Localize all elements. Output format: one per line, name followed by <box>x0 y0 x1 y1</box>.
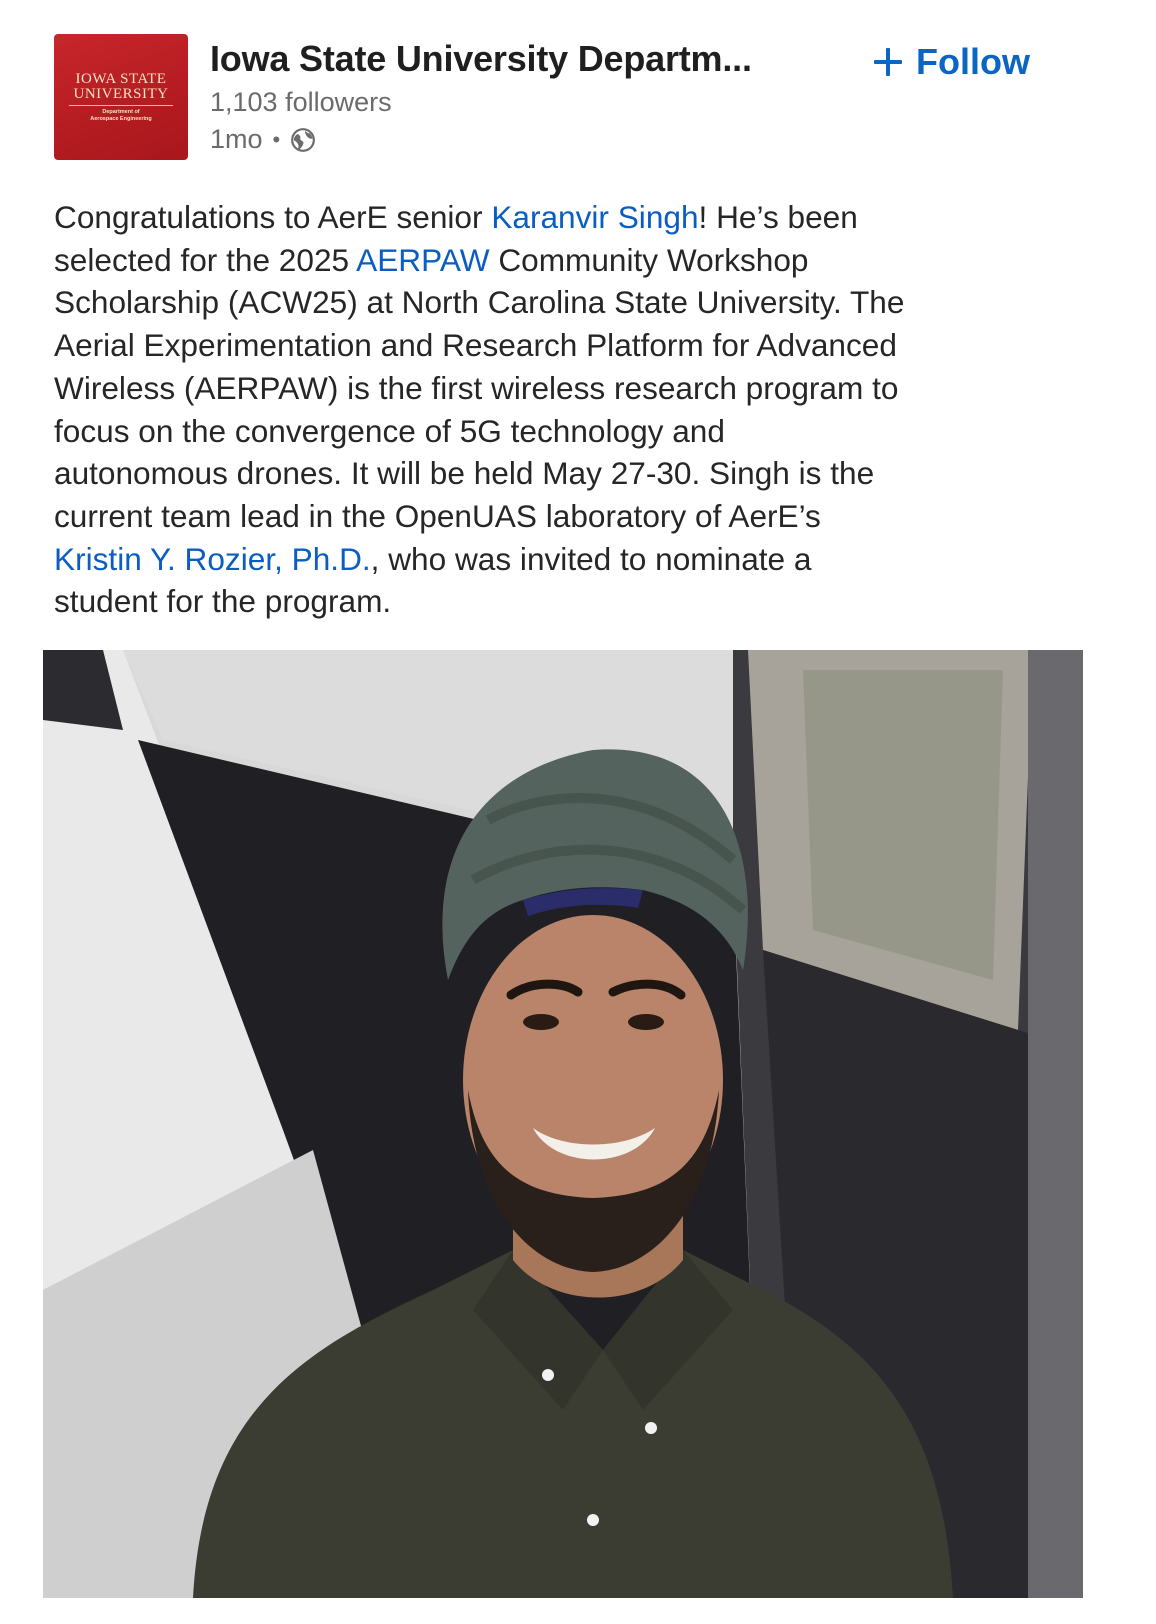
text-segment: Community Workshop <box>489 241 809 278</box>
logo-line-1: IOWA STATE <box>75 70 167 87</box>
post-line: Scholarship (ACW25) at North Carolina State University. The <box>54 284 905 321</box>
text-segment: Congratulations to AerE senior <box>54 199 492 235</box>
post-image[interactable] <box>43 650 1083 1598</box>
author-name-link[interactable]: Iowa State University Departm... <box>210 38 752 79</box>
post-age: 1mo <box>210 124 263 154</box>
mention-aerpaw[interactable]: AERPAW <box>356 241 490 278</box>
post-line <box>54 239 1124 282</box>
post-line: current team lead in the OpenUAS laboratory of AerE’s <box>54 497 821 534</box>
logo-line-2: UNIVERSITY <box>73 85 169 102</box>
logo-subline-1: Department of <box>102 108 140 115</box>
text-segment: ! He’s been <box>698 199 858 235</box>
meta-separator: • <box>272 126 281 152</box>
text-segment: selected for the 2025 <box>54 241 357 278</box>
post-line: Aerial Experimentation and Research Platform for Advanced <box>54 327 897 364</box>
globe-icon <box>290 127 316 153</box>
logo-subline-2: Aerospace Engineering <box>90 115 152 122</box>
text-segment: , who was invited to nominate a <box>370 540 812 577</box>
bg-window-tint <box>803 670 1003 980</box>
button <box>587 1514 599 1526</box>
button <box>645 1422 657 1434</box>
post-body <box>54 196 1124 623</box>
post-line: focus on the convergence of 5G technology and <box>54 412 725 449</box>
mention-karanvir-singh[interactable]: Karanvir Singh <box>491 199 699 235</box>
post-line: autonomous drones. It will be held May 27-30. Singh is the <box>54 455 875 492</box>
plus-icon <box>874 48 902 76</box>
eye-left <box>523 1014 559 1030</box>
company-logo[interactable] <box>54 34 188 160</box>
button <box>542 1369 554 1381</box>
logo-rule <box>69 105 173 106</box>
portrait-illustration <box>43 650 1083 1598</box>
post-line <box>54 196 1124 239</box>
follow-label: Follow <box>916 41 1030 82</box>
post-line <box>54 538 1124 581</box>
post-line: student for the program. <box>54 583 392 620</box>
post-line: Wireless (AERPAW) is the first wireless research program to <box>54 369 899 406</box>
follow-button[interactable] <box>874 40 1030 84</box>
post-meta <box>210 124 316 155</box>
follower-count: 1,103 followers <box>210 87 392 117</box>
mention-kristin-rozier[interactable]: Kristin Y. Rozier, Ph.D. <box>54 540 371 577</box>
bg-edge <box>1028 650 1083 1598</box>
eye-right <box>628 1014 664 1030</box>
